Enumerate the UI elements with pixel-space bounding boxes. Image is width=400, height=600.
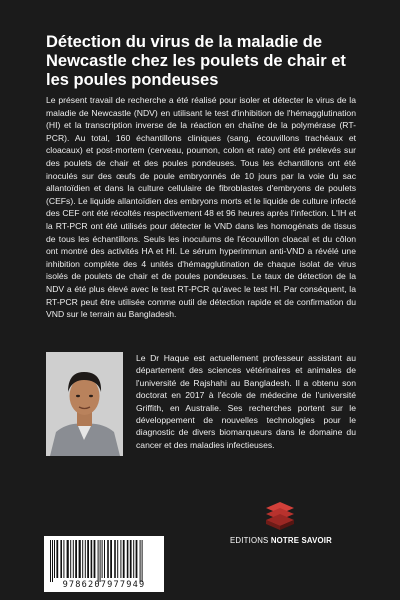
barcode-bar: [127, 540, 129, 578]
author-bio: Le Dr Haque est actuellement professeur assistant au département des sciences vétérinaires et animales de l'université de Rajshahi au Bangladesh. Il a obtenu son doctorat en 2017 à l'école de médecine de l'université Griffith, en Australie. Ses recherches portent sur le développement de nouvelles technologies pour le diagnostic de divers biomarqueurs dans le domaine du cancer et des maladies infectieuses.: [136, 353, 356, 450]
barcode-bar: [67, 540, 69, 578]
barcode-bar: [107, 540, 109, 578]
book-abstract: Le présent travail de recherche a été réalisé pour isoler et détecter le virus de la maladie de Newcastle (NDV) en utilisant le test d'inhibition de l'hémagglutination (HI) et la transcription inverse de la réaction en chaîne de la polymérase (RT-PCR). Au total, 160 échantillons cliniques (sang, écouvillons trachéaux et cloacaux) et post-mortem (cerveau, poumon, colon et rate) ont été prélevés sur des poulets de chair et des poules pondeuses. Tous les échantillons ont été inoculés sur des œufs de poule embryonnés de 10 jours par la voie du sac allantoïdien et dans la culture cellulaire de fibroblastes d'embryons de poulets (CEFs). Le liquide allantoïdien des embryons morts et le liquide de culture infecté des CEF ont été récoltés respectivement 48 et 96 heures après l'infection. L'IH et la RT-PCR ont été utilisés pour détecter le VND dans les homogénats de tissus de tous les échantillons. Seuls les inoculums de l'écouvillon cloacal et du côlon ont montré des activités HA et HI. Le sérum hyperimmun anti-VND a révélé une inhibition complète des 4 unités d'hémagglutination de chaque isolat de virus isolés de poulets de chair et de poules pondeuses. Le taux de détection de la NDV a été plus élevé avec le test RT-PCR qu'avec le test HI. Par conséquent, la RT-PCR peut être utilisée comme outil de détection rapide et de confirmation du VND sur le terrain au Bangladesh.: [46, 95, 356, 320]
barcode-bar: [91, 540, 93, 578]
barcode-bar: [52, 540, 53, 582]
barcode-bar: [142, 540, 143, 582]
barcode-bar: [79, 540, 81, 578]
barcode-bar: [54, 540, 55, 578]
barcode-bar: [100, 540, 101, 582]
barcode-bar: [136, 540, 138, 578]
publisher-brand: NOTRE SAVOIR: [270, 536, 332, 545]
barcode-bar: [133, 540, 134, 578]
barcode-bar: [56, 540, 58, 578]
isbn-barcode: [44, 536, 164, 592]
barcode-bar: [117, 540, 118, 578]
author-photo: [46, 352, 123, 456]
book-title: Détection du virus de la maladie de Newcastle chez les poulets de chair et les poules pondeuses: [46, 33, 346, 90]
barcode-bar: [60, 540, 62, 578]
barcode-bar: [87, 540, 89, 578]
barcode-bar: [63, 540, 64, 578]
barcode-bar: [50, 540, 51, 582]
barcode-bar: [130, 540, 132, 578]
barcode-bar: [140, 540, 141, 582]
barcode-bar: [110, 540, 112, 578]
publisher-prefix: EDITIONS: [230, 536, 271, 545]
barcode-bar: [98, 540, 99, 582]
barcode-bar: [94, 540, 96, 578]
publisher-name: [226, 536, 336, 545]
barcode-bar: [73, 540, 74, 578]
isbn-number: 9786207977949: [62, 580, 146, 590]
barcode-bar: [114, 540, 116, 578]
barcode-bar: [102, 540, 103, 578]
barcode-bar: [85, 540, 86, 578]
barcode-bar: [75, 540, 77, 578]
barcode-bar: [82, 540, 83, 578]
barcode-bar: [70, 540, 71, 578]
barcode-bar: [104, 540, 105, 578]
barcode-bar: [123, 540, 125, 578]
barcode-bar: [120, 540, 121, 578]
publisher-logo-icon: [262, 500, 298, 530]
